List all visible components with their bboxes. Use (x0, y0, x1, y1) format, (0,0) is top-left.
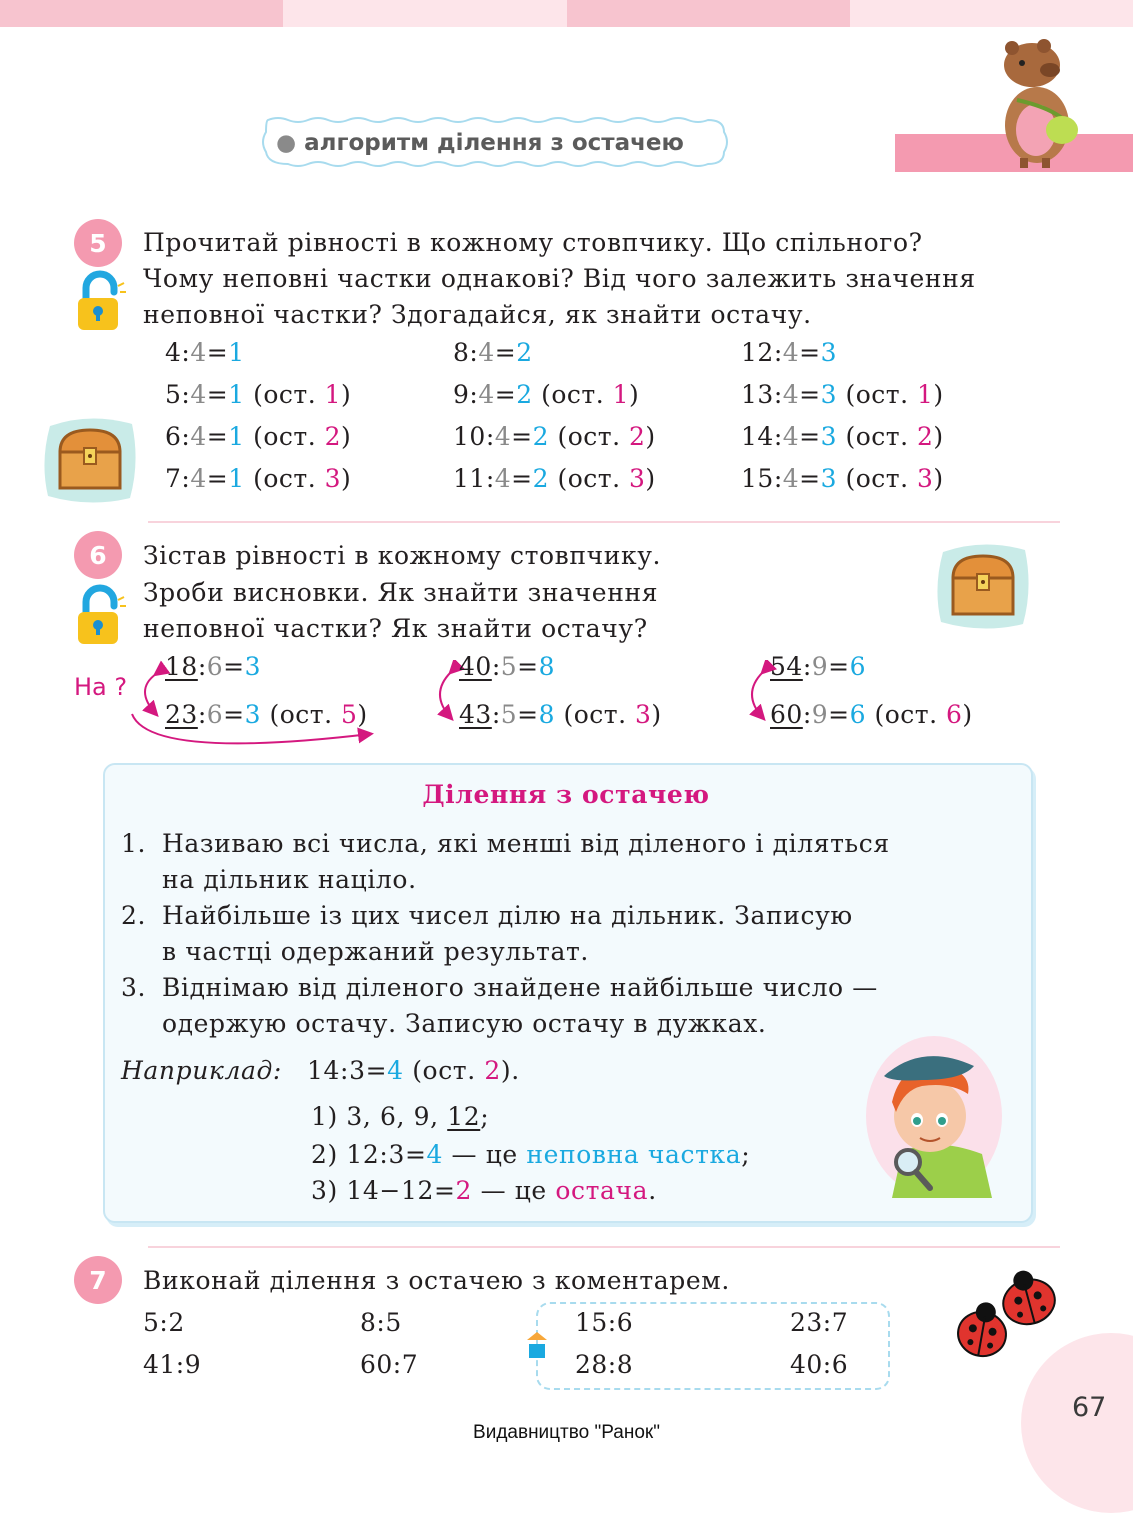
example-row (121, 1053, 520, 1089)
remainder-close: ) (645, 422, 656, 451)
task7-expression: 40:6 (790, 1350, 849, 1379)
remainder-close: ) (651, 700, 662, 729)
quotient: 3 (820, 422, 838, 451)
remainder: 3 (629, 464, 646, 493)
equals-sign: = (828, 700, 850, 729)
rule-step-text: одержую остачу. Записую остачу в дужках. (162, 1009, 767, 1038)
dividend: 11 (453, 464, 486, 493)
publisher-footer: Видавництво "Ранок" (473, 1422, 660, 1443)
dividend: 9 (453, 380, 470, 409)
colon-sign: : (197, 700, 207, 729)
remainder: 2 (629, 422, 646, 451)
divisor: 4 (782, 464, 800, 493)
quotient: 1 (228, 380, 245, 409)
divisor: 6 (206, 700, 224, 729)
task7-title: Виконай ділення з остачею з коментарем. (143, 1266, 730, 1295)
divisor: 6 (206, 652, 224, 681)
equation-row (770, 700, 973, 729)
divisor: 9 (811, 652, 829, 681)
dividend: 15 (741, 464, 774, 493)
divisor: 4 (494, 422, 512, 451)
boy-with-magnifier-illustration (862, 1032, 1006, 1198)
equation-row (741, 380, 944, 409)
top-bar-segment (283, 0, 567, 27)
remainder-close: ) (341, 422, 352, 451)
remainder-close: ) (933, 464, 944, 493)
dividend: 14 (741, 422, 774, 451)
example-step-1: 1) 3, 6, 9, 12; (311, 1102, 490, 1131)
colon-sign: : (773, 422, 783, 451)
divisor: 4 (190, 338, 207, 367)
colon-sign: : (773, 380, 783, 409)
colon-sign: : (469, 380, 479, 409)
task-number-5: 5 (74, 219, 122, 267)
example-step-3: 3) 14−12=2 — це остача. (311, 1176, 657, 1205)
dividend: 54 (770, 652, 803, 681)
example-label: Наприклад: (121, 1056, 282, 1085)
dividend: 12 (741, 338, 774, 367)
equals-sign: = (799, 464, 821, 493)
dividend: 23 (165, 700, 198, 729)
equals-sign: = (828, 652, 850, 681)
task7-expression: 41:9 (143, 1350, 202, 1379)
dividend: 4 (165, 338, 182, 367)
divisor: 4 (190, 422, 207, 451)
remainder-close: ) (629, 380, 640, 409)
quotient: 1 (228, 464, 245, 493)
quotient: 2 (516, 338, 533, 367)
top-bar-segment (0, 0, 283, 27)
remainder: 1 (612, 380, 630, 409)
equals-sign: = (799, 338, 821, 367)
divisor: 5 (500, 652, 518, 681)
remainder-open: (ост. (845, 464, 909, 493)
task5-line-1: Прочитай рівності в кожному стовпчику. Що спільного? (143, 228, 923, 257)
treasure-chest-icon (40, 412, 140, 508)
equation-row (453, 338, 533, 367)
example-expression: 14:3= (307, 1056, 388, 1085)
task7-expression: 60:7 (360, 1350, 419, 1379)
colon-sign: : (773, 464, 783, 493)
colon-sign: : (181, 464, 191, 493)
remainder-close: ) (357, 700, 368, 729)
equals-sign: = (517, 652, 539, 681)
remainder: 2 (324, 422, 342, 451)
colon-sign: : (485, 422, 495, 451)
dividend: 5 (165, 380, 182, 409)
dividend: 40 (459, 652, 492, 681)
rule-step-text: Віднімаю від діленого знайдене найбільше число — (162, 973, 878, 1002)
colon-sign: : (197, 652, 207, 681)
topic-label: ● алгоритм ділення з остачею (276, 130, 684, 156)
equation-row (459, 700, 662, 729)
divisor: 4 (478, 338, 495, 367)
divisor: 5 (500, 700, 518, 729)
example-step-2: 2) 12:3=4 — це неповна частка; (311, 1140, 751, 1169)
equation-row (165, 464, 351, 493)
quotient: 3 (244, 652, 262, 681)
task7-expression: 28:8 (575, 1350, 634, 1379)
remainder-open: (ост. (557, 464, 621, 493)
remainder-close: ) (645, 464, 656, 493)
equals-sign: = (206, 380, 229, 409)
equation-row (741, 422, 944, 451)
remainder-open: (ост. (253, 464, 317, 493)
colon-sign: : (802, 700, 812, 729)
colon-sign: : (773, 338, 783, 367)
top-bar-segment (850, 0, 1133, 27)
dividend: 6 (165, 422, 182, 451)
quotient: 1 (228, 338, 245, 367)
example-rem-close: ). (500, 1056, 520, 1085)
divisor: 4 (190, 380, 207, 409)
quotient: 3 (820, 464, 838, 493)
colon-sign: : (491, 700, 501, 729)
equation-row (165, 422, 351, 451)
colon-sign: : (469, 338, 479, 367)
remainder-open: (ост. (874, 700, 938, 729)
divisor: 4 (494, 464, 512, 493)
example-quotient: 4 (387, 1056, 404, 1085)
equals-sign: = (206, 464, 229, 493)
equation-row (165, 700, 368, 729)
dividend: 18 (165, 652, 198, 681)
arrow-label: На ? (74, 673, 128, 701)
task7-expression: 8:5 (360, 1308, 402, 1337)
page-number: 67 (1072, 1392, 1107, 1423)
task5-line-2: Чому неповні частки однакові? Від чого залежить значення (143, 264, 976, 293)
colon-sign: : (181, 338, 191, 367)
remainder-open: (ост. (557, 422, 621, 451)
bullet-icon: ● (276, 130, 297, 156)
dividend: 43 (459, 700, 492, 729)
example-rem-open: (ост. (412, 1056, 476, 1085)
divisor: 4 (478, 380, 495, 409)
quotient: 1 (228, 422, 245, 451)
section-divider (148, 1246, 1060, 1248)
rule-step-number: 2. (121, 901, 147, 930)
colon-sign: : (181, 380, 191, 409)
task-number-7: 7 (74, 1256, 122, 1304)
task7-expression: 5:2 (143, 1308, 185, 1337)
remainder: 5 (341, 700, 358, 729)
equation-row (770, 652, 866, 681)
dividend: 13 (741, 380, 774, 409)
equation-row (165, 652, 261, 681)
capybara-illustration (992, 30, 1092, 170)
equation-row (741, 338, 837, 367)
treasure-chest-icon (930, 538, 1036, 634)
colon-sign: : (181, 422, 191, 451)
rule-step-text: на дільник націло. (162, 865, 417, 894)
equals-sign: = (517, 700, 539, 729)
equals-sign: = (511, 422, 533, 451)
rule-step-text: Називаю всі числа, які менші від діленого і діляться (162, 829, 890, 858)
quotient: 2 (532, 464, 550, 493)
dividend: 8 (453, 338, 470, 367)
quotient: 3 (820, 338, 838, 367)
divisor: 4 (782, 422, 800, 451)
remainder: 1 (324, 380, 342, 409)
equals-sign: = (223, 652, 245, 681)
equals-sign: = (511, 464, 533, 493)
task6-line-2: Зроби висновки. Як знайти значення (143, 578, 659, 607)
equals-sign: = (799, 422, 821, 451)
remainder-close: ) (933, 422, 944, 451)
colon-sign: : (802, 652, 812, 681)
equation-row (165, 338, 245, 367)
quotient: 6 (849, 652, 867, 681)
task6-line-1: Зістав рівності в кожному стовпчику. (143, 541, 662, 570)
colon-sign: : (491, 652, 501, 681)
equals-sign: = (206, 338, 229, 367)
remainder-open: (ост. (541, 380, 605, 409)
house-level-icon (525, 1330, 549, 1360)
remainder: 1 (917, 380, 934, 409)
rule-step-text: в частці одержаний результат. (162, 937, 589, 966)
quotient: 2 (516, 380, 533, 409)
remainder-open: (ост. (845, 422, 909, 451)
equation-row (453, 380, 639, 409)
equation-row (453, 422, 656, 451)
quotient: 3 (244, 700, 262, 729)
remainder: 3 (324, 464, 342, 493)
top-bar-segment (567, 0, 850, 27)
dividend: 7 (165, 464, 182, 493)
remainder-open: (ост. (269, 700, 333, 729)
task5-line-3: неповної частки? Здогадайся, як знайти остачу. (143, 300, 812, 329)
equation-row (453, 464, 656, 493)
lock-open-icon (74, 270, 126, 334)
divisor: 4 (782, 380, 800, 409)
remainder-open: (ост. (253, 380, 317, 409)
remainder-open: (ост. (563, 700, 627, 729)
remainder-close: ) (962, 700, 973, 729)
equation-row (459, 652, 555, 681)
equation-row (741, 464, 944, 493)
equals-sign: = (494, 338, 517, 367)
remainder-close: ) (933, 380, 944, 409)
remainder-close: ) (341, 464, 352, 493)
rule-step-text: Найбільше із цих чисел ділю на дільник. Записую (162, 901, 853, 930)
dividend: 60 (770, 700, 803, 729)
equals-sign: = (223, 700, 245, 729)
rule-step-number: 1. (121, 829, 147, 858)
task-number-6: 6 (74, 531, 122, 579)
colon-sign: : (485, 464, 495, 493)
remainder: 3 (635, 700, 652, 729)
ladybugs-illustration (948, 1262, 1062, 1366)
divisor: 9 (811, 700, 829, 729)
remainder: 3 (917, 464, 934, 493)
remainder: 6 (946, 700, 963, 729)
equals-sign: = (494, 380, 517, 409)
divisor: 4 (782, 338, 800, 367)
remainder: 2 (917, 422, 934, 451)
task7-expression: 15:6 (575, 1308, 634, 1337)
equals-sign: = (206, 422, 229, 451)
task6-line-3: неповної частки? Як знайти остачу? (143, 614, 648, 643)
divisor: 4 (190, 464, 207, 493)
task7-expression: 23:7 (790, 1308, 849, 1337)
quotient: 2 (532, 422, 550, 451)
remainder-open: (ост. (253, 422, 317, 451)
quotient: 6 (849, 700, 867, 729)
equation-row (165, 380, 351, 409)
quotient: 3 (820, 380, 838, 409)
rule-step-number: 3. (121, 973, 147, 1002)
remainder-close: ) (341, 380, 352, 409)
remainder-open: (ост. (845, 380, 909, 409)
rule-title: Ділення з остачею (422, 780, 710, 809)
example-remainder: 2 (484, 1056, 501, 1085)
lock-open-icon (74, 584, 126, 648)
section-divider (148, 521, 1060, 523)
dividend: 10 (453, 422, 486, 451)
equals-sign: = (799, 380, 821, 409)
quotient: 8 (538, 652, 556, 681)
quotient: 8 (538, 700, 556, 729)
